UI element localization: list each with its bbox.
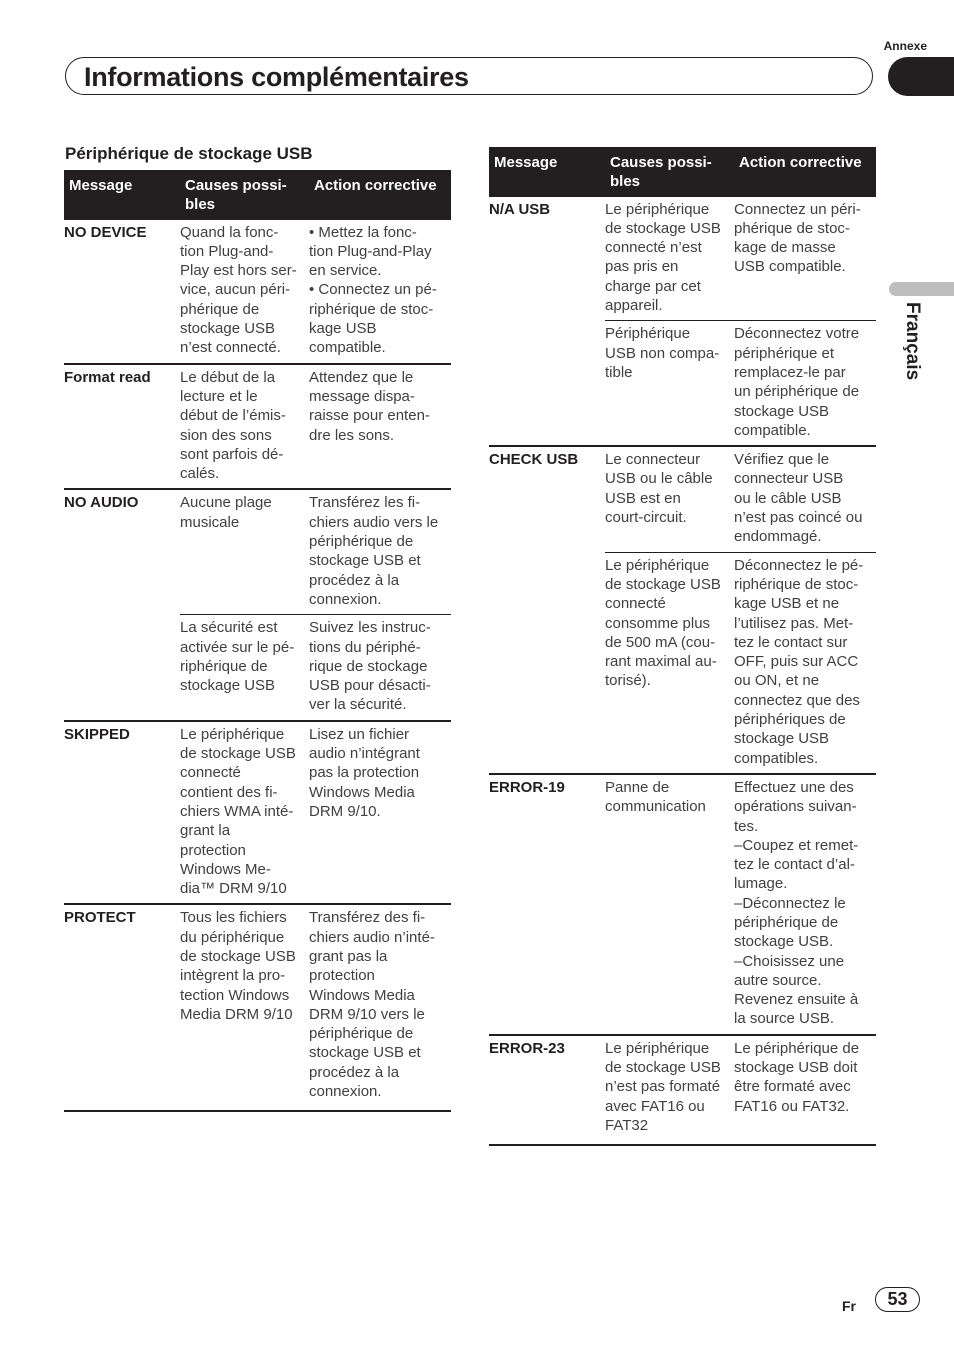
cell-action: Déconnectez votre périphérique et remplacez-le par un périphérique de stockage USB compatible. — [734, 321, 876, 446]
title-banner — [65, 57, 873, 95]
cell-cause: La sécurité est activée sur le pé- riphérique de stockage USB — [180, 615, 309, 721]
cell-message — [489, 552, 605, 774]
cell-message: ERROR-19 — [489, 774, 605, 1035]
cell-message: PROTECT — [64, 904, 180, 1111]
cell-action: Effectuez une des opérations suivan- tes. –Coupez et remet- tez le contact d’al- lumage. –Déconnectez le périphérique de stockage USB. –Choisissez une autre source. Revenez ensuite à la source USB. — [734, 774, 876, 1035]
table-row — [489, 197, 876, 321]
cell-action: Attendez que le message dispa- raisse pour enten- dre les sons. — [309, 364, 451, 490]
cell-action: Transférez des fi- chiers audio n’inté- grant pas la protection Windows Media DRM 9/10 vers le périphérique de stockage USB et procédez à la connexion. — [309, 904, 451, 1111]
cell-cause: Aucune plage musicale — [180, 489, 309, 614]
cell-cause: Le connecteur USB ou le câble USB est en court-circuit. — [605, 446, 734, 552]
header-message: Message — [489, 147, 605, 197]
cell-message: SKIPPED — [64, 721, 180, 905]
table-row — [489, 552, 876, 774]
usb-messages-table-left — [64, 170, 451, 1112]
table-header-row — [64, 170, 451, 220]
table-row — [64, 489, 451, 614]
cell-action: • Mettez la fonc- tion Plug-and-Play en service. • Connectez un pé- riphérique de stoc- kage USB compatible. — [309, 223, 437, 357]
page-title: Informations complémentaires — [84, 62, 469, 92]
table-row — [489, 446, 876, 552]
cell-action: Le périphérique de stockage USB doit être formaté avec FAT16 ou FAT32. — [734, 1035, 876, 1145]
cell-cause: Le début de la lecture et le début de l’émis- sion des sons sont parfois dé- calés. — [180, 364, 309, 490]
cell-action: Vérifiez que le connecteur USB ou le câble USB n’est pas coincé ou endommagé. — [734, 446, 876, 552]
usb-messages-table-right — [489, 147, 876, 1146]
table-row — [64, 364, 451, 490]
cell-cause: Tous les fichiers du périphérique de stockage USB intègrent la pro- tection Windows Media DRM 9/10 — [180, 904, 309, 1111]
section-heading: Périphérique de stockage USB — [65, 144, 313, 163]
cell-message — [489, 321, 605, 446]
cell-cause: Le périphérique de stockage USB connecté n’est pas pris en charge par cet appareil. — [605, 200, 721, 315]
cell-cause: Périphérique USB non compa- tible — [605, 321, 734, 446]
table-row — [64, 615, 451, 721]
language-tab-label: Français — [902, 302, 923, 381]
table-row — [489, 1035, 876, 1145]
cell-action: Connectez un péri- phérique de stoc- kage de masse USB compatible. — [734, 200, 861, 276]
page-number: 53 — [875, 1287, 920, 1312]
header-causes: Causes possi- bles — [180, 170, 309, 220]
cell-message — [64, 615, 180, 721]
cell-cause: Le périphérique de stockage USB connecté consomme plus de 500 mA (cou- rant maximal au- torisé). — [605, 552, 734, 774]
header-action: Action corrective — [309, 170, 451, 220]
cell-action: Déconnectez le pé- riphérique de stoc- kage USB et ne l’utilisez pas. Met- tez le contact sur OFF, puis sur ACC ou ON, et ne connectez que des périphériques de stockage USB compatibles. — [734, 552, 876, 774]
language-tab-marker — [889, 282, 954, 296]
table-row — [489, 774, 876, 1035]
header-message: Message — [64, 170, 180, 220]
header-causes: Causes possi- bles — [605, 147, 734, 197]
cell-message: N/A USB — [489, 200, 551, 218]
table-header-row — [489, 147, 876, 197]
cell-action: Suivez les instruc- tions du périphé- rique de stockage USB pour désacti- ver la sécurité. — [309, 615, 451, 721]
cell-message: NO AUDIO — [64, 489, 180, 614]
cell-action: Transférez les fi- chiers audio vers le périphérique de stockage USB et procédez à la connexion. — [309, 489, 451, 614]
table-row — [489, 321, 876, 446]
footer-language-code: Fr — [842, 1298, 856, 1314]
table-row — [64, 220, 451, 364]
table-row — [64, 904, 451, 1111]
section-tab-marker — [888, 57, 954, 96]
cell-cause: Quand la fonc- tion Plug-and- Play est hors ser- vice, aucun péri- phérique de stockage USB n’est connecté. — [180, 223, 297, 357]
cell-message: Format read — [64, 364, 180, 490]
cell-cause: Le périphérique de stockage USB connecté contient des fi- chiers WMA inté- grant la protection Windows Me- dia™ DRM 9/10 — [180, 721, 309, 905]
cell-message: ERROR-23 — [489, 1035, 605, 1145]
cell-message: NO DEVICE — [64, 223, 147, 241]
cell-action: Lisez un fichier audio n’intégrant pas la protection Windows Media DRM 9/10. — [309, 721, 451, 905]
annexe-label: Annexe — [883, 39, 927, 53]
header-action: Action corrective — [734, 147, 876, 197]
table-row — [64, 721, 451, 905]
cell-cause: Panne de communication — [605, 774, 734, 1035]
cell-cause: Le périphérique de stockage USB n’est pas formaté avec FAT16 ou FAT32 — [605, 1035, 734, 1145]
cell-message: CHECK USB — [489, 446, 605, 552]
